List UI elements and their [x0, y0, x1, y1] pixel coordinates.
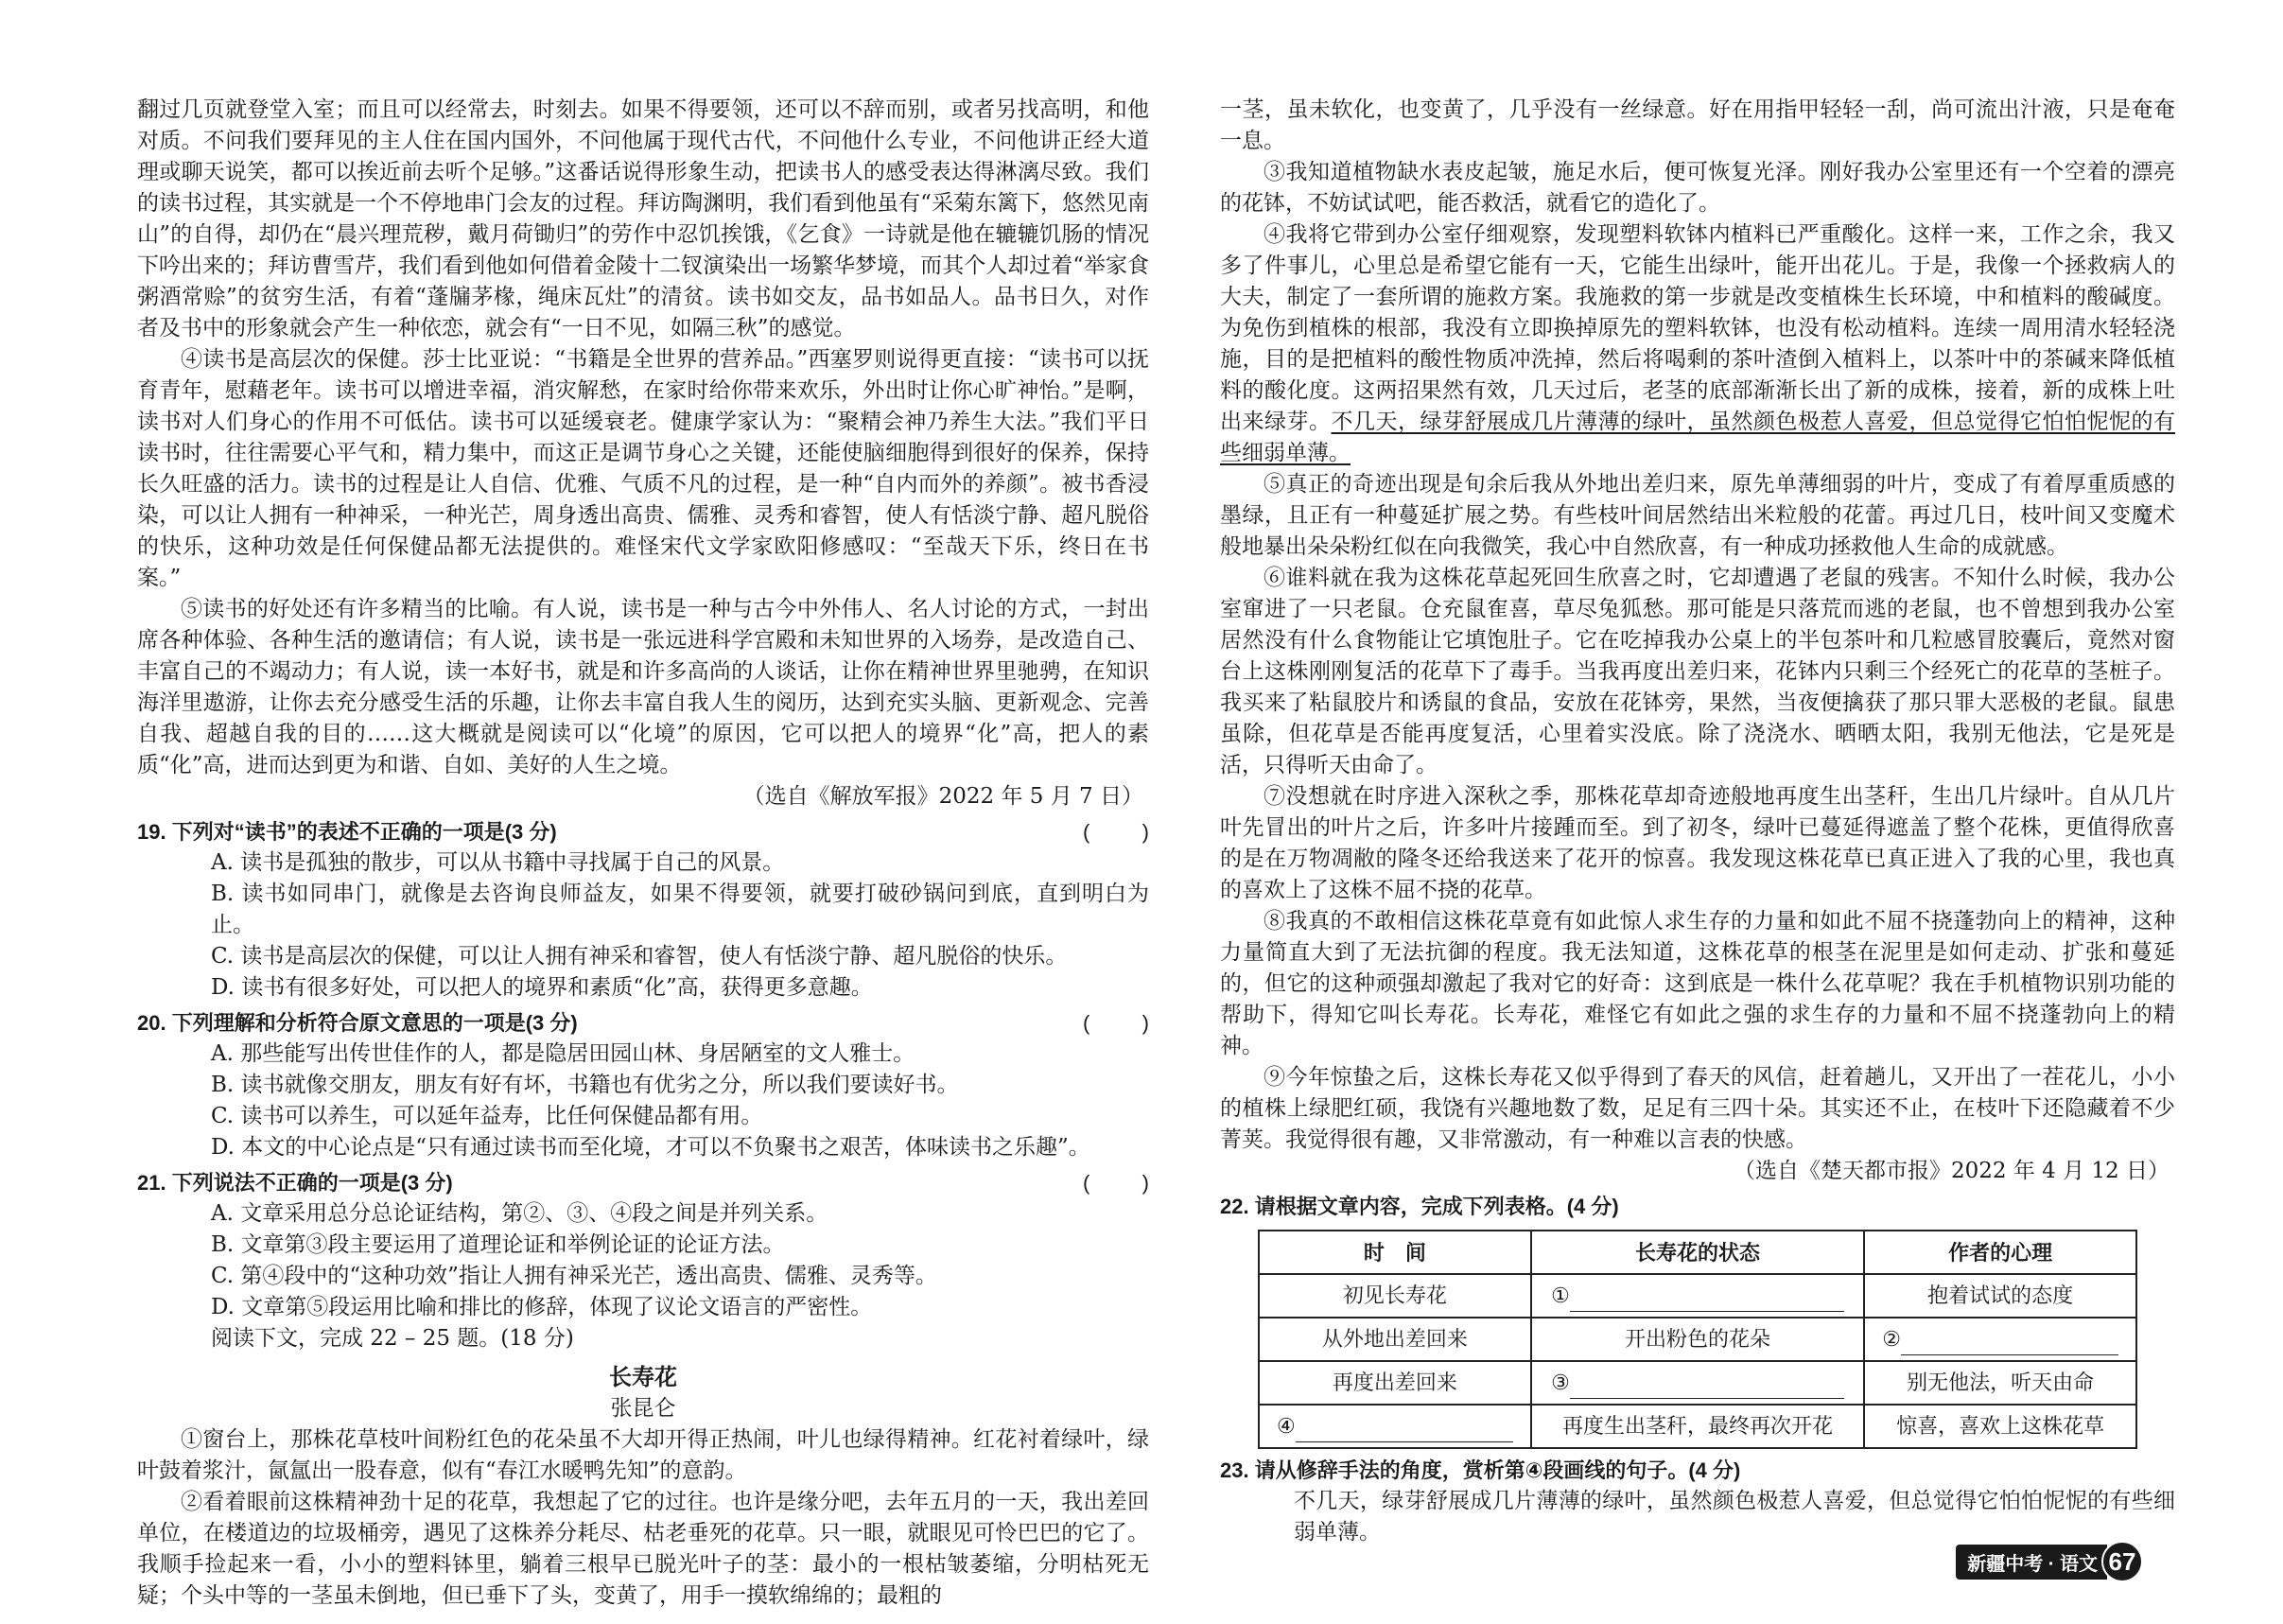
table-header-row: [1259, 1231, 2136, 1274]
table-cell: 别无他法，听天由命: [1864, 1361, 2136, 1405]
story-title: 长寿花: [609, 1365, 677, 1390]
story-paragraph: ①窗台上，那株花草枝叶间粉红色的花朵虽不大却开得正热闹，叶儿也绿得精神。红花衬着绿叶，绿叶鼓着浆汁，氤氲出一股春意，似有“春江水暖鸭先知”的意韵。: [137, 1427, 1149, 1483]
table-cell: 开出粉色的花朵: [1531, 1318, 1864, 1361]
story-paragraph: ⑦没想就在时序进入深秋之季，那株花草却奇迹般地再度生出茎秆，生出几片绿叶。自从几片叶先冒出的叶片之后，许多叶片接踵而至。到了初冬，绿叶已蔓延得遮盖了整个花株，更值得欣喜的是在万物凋敝的隆冬还给我送来了花开的惊喜。我发现这株花草已真正进入了我的心里，我也真的喜欢上了这株不屈不挠的花草。: [1220, 784, 2175, 902]
question-21: [137, 1167, 1149, 1198]
table-row: [1259, 1318, 2136, 1361]
table-cell: 抱着试试的态度: [1864, 1274, 2136, 1318]
option: A. 那些能写出传世佳作的人，都是隐居田园山林、身居陋室的文人雅士。: [211, 1041, 915, 1066]
story-paragraph: ②看着眼前这株精神劲十足的花草，我想起了它的过往。也许是缘分吧，去年五月的一天，我出差回单位，在楼道边的垃圾桶旁，遇见了这株养分耗尽、枯老垂死的花草。只一眼，就眼见可怜巴巴的它了。我顺手捡起来一看，小小的塑料钵里，躺着三根早已脱光叶子的茎：最小的一根枯皱萎缩，分明枯死无疑；个头中等的一茎虽未倒地，但已垂下了头，变黄了，用手一摸软绵绵的；最粗的: [137, 1490, 1149, 1608]
table-header: 时 间: [1259, 1231, 1531, 1274]
table-header: 长寿花的状态: [1531, 1231, 1864, 1274]
story-author: 张昆仑: [610, 1396, 676, 1421]
option: C. 第④段中的“这种功效”指让人拥有神采光芒，透出高贵、儒雅、灵秀等。: [211, 1264, 937, 1288]
page-number: 67: [2101, 1541, 2143, 1582]
option: C. 读书是高层次的保健，可以让人拥有神采和睿智，使人有恬淡宁静、超凡脱俗的快乐。: [211, 944, 1068, 969]
question-stem: 23. 请从修辞手法的角度，赏析第④段画线的句子。(4 分): [1220, 1458, 1741, 1482]
underlined-sentence: 不几天，绿芽舒展成几片薄薄的绿叶，虽然颜色极惹人喜爱，但总觉得它怕怕怩怩的有些细弱单薄。: [1220, 410, 2175, 465]
article-paragraph: ⑤读书的好处还有许多精当的比喻。有人说，读书是一种与古今中外伟人、名人讨论的方式，一封出席各种体验、各种生活的邀请信；有人说，读书是一张远进科学宫殿和未知世界的入场券，是改造自己、丰富自己的不竭动力；有人说，读一本好书，就是和许多高尚的人谈话，让你在精神世界里驰骋，在知识海洋里遨游，让你去充分感受生活的乐趣，让你去丰富自我人生的阅历，达到充实头脑、更新观念、完善自我、超越自我的目的……这大概就是阅读可以“化境”的原因，它可以把人的境界“化”高，把人的素质“化”高，进而达到更为和谐、自如、美好的人生之境。: [137, 597, 1149, 777]
table-cell: 从外地出差回来: [1259, 1318, 1531, 1361]
question-23: [1220, 1455, 2175, 1486]
article-paragraph: 翻过几页就登堂入室；而且可以经常去，时刻去。如果不得要领，还可以不辞而别，或者另找高明，和他对质。不问我们要拜见的主人住在国内国外，不问他属于现代古代，不问他什么专业，不问他讲正经大道理或聊天说笑，都可以挨近前去听个足够。”这番话说得形象生动，把读书人的感受表达得淋漓尽致。我们的读书过程，其实就是一个不停地串门会友的过程。拜访陶渊明，我们看到他虽有“采菊东篱下，悠然见南山”的自得，却仍在“晨兴理荒秽，戴月荷锄归”的劳作中忍饥挨饿，《乞食》一诗就是他在辘辘饥肠的情况下吟出来的；拜访曹雪芹，我们看到他如何借着金陵十二钗演染出一场繁华梦境，而其个人却过着“举家食粥酒常赊”的贫穷生活，有着“蓬牖茅椽，绳床瓦灶”的清贫。读书如交友，品书如品人。品书日久，对作者及书中的形象就会产生一种依恋，就会有“一日不见，如隔三秋”的感觉。: [137, 97, 1149, 341]
blank-line[interactable]: [1570, 1373, 1844, 1399]
story-paragraph: ⑤真正的奇迹出现是旬余后我从外地出差归来，原先单薄细弱的叶片，变成了有着厚重质感的墨绿，且正有一种蔓延扩展之势。有些枝叶间居然结出米粒般的花蕾。再过几日，枝叶间又变魔术般地暴出朵朵粉红似在向我微笑，我心中自然欣喜，有一种成功拯救他人生命的成就感。: [1220, 472, 2175, 559]
question-20: [137, 1007, 1149, 1039]
option: B. 文章第③段主要运用了道理论证和举例论证的论证方法。: [211, 1232, 785, 1257]
table-row: [1259, 1361, 2136, 1405]
table-cell-blank[interactable]: ④: [1259, 1405, 1531, 1448]
story-paragraph: ③我知道植物缺水表皮起皱，施足水后，便可恢复光泽。刚好我办公室里还有一个空着的漂亮的花钵，不妨试试吧，能否救活，就看它的造化了。: [1220, 160, 2175, 216]
table-cell-blank[interactable]: ①: [1531, 1274, 1864, 1318]
question-stem: 22. 请根据文章内容，完成下列表格。(4 分): [1220, 1195, 1619, 1218]
table-row: [1259, 1405, 2136, 1448]
quoted-sentence: 不几天，绿芽舒展成几片薄薄的绿叶，虽然颜色极惹人喜爱，但总觉得它怕怕怩怩的有些细弱单薄。: [1294, 1489, 2175, 1545]
page-footer: [1956, 1541, 2143, 1582]
blank-line[interactable]: [1901, 1330, 2118, 1355]
table-cell: 惊喜，喜欢上这株花草: [1864, 1405, 2136, 1448]
table-header: 作者的心理: [1864, 1231, 2136, 1274]
story-paragraph-4: [1220, 219, 2175, 469]
reading-intro: 阅读下文，完成 22 – 25 题。(18 分): [211, 1326, 574, 1351]
option: D. 读书有很多好处，可以把人的境界和素质“化”高，获得更多意趣。: [211, 975, 873, 1000]
option: C. 读书可以养生，可以延年益寿，比任何保健品都有用。: [211, 1104, 763, 1128]
source-citation: （选自《楚天都市报》2022 年 4 月 12 日）: [1734, 1159, 2170, 1183]
table-cell-blank[interactable]: ③: [1531, 1361, 1864, 1405]
blank-line[interactable]: [1570, 1286, 1844, 1312]
answer-bracket[interactable]: ( ): [1083, 1171, 1149, 1195]
story-paragraph: ⑥谁料就在我为这株花草起死回生欣喜之时，它却遭遇了老鼠的残害。不知什么时候，我办公室窜进了一只老鼠。仓充鼠隺喜，草尽兔狐愁。那可能是只落荒而逃的老鼠，也不曾想到我办公室居然没有什么食物能让它填饱肚子。它在吃掉我办公桌上的半包茶叶和几粒感冒胶囊后，竟然对窗台上这株刚刚复活的花草下了毒手。当我再度出差归来，花钵内只剩三个经死亡的花草的茎桩子。我买来了粘鼠胶片和诱鼠的食品，安放在花钵旁，果然，当夜便擒获了那只罪大恶极的老鼠。鼠患虽除，但花草是否能再度复活，心里着实没底。除了浇浇水、晒晒太阳，我别无他法，它是死是活，只得听天由命了。: [1220, 566, 2175, 777]
question-stem: 19. 下列对“读书”的表述不正确的一项是(3 分): [137, 820, 557, 844]
table-row: [1259, 1274, 2136, 1318]
question-stem: 21. 下列说法不正确的一项是(3 分): [137, 1171, 453, 1195]
table-cell: 再度生出茎秆，最终再次开花: [1531, 1405, 1864, 1448]
question-stem: 20. 下列理解和分析符合原文意思的一项是(3 分): [137, 1011, 578, 1035]
blank-line[interactable]: [1296, 1417, 1513, 1442]
paragraph-text: ④我将它带到办公室仔细观察，发现塑料软钵内植料已严重酸化。这样一来，工作之余，我又多了件事儿，心里总是希望它能有一天，它能生出绿叶，能开出花儿。于是，我像一个拯救病人的大夫，制定了一套所谓的施救方案。我施救的第一步就是改变植株生长环境，中和植料的酸碱度。为免伤到植株的根部，我没有立即换掉原先的塑料软钵，也没有松动植料。连续一周用清水轻轻浇施，目的是把植料的酸性物质冲洗掉，然后将喝剩的茶叶渣倒入植料上，以茶叶中的茶碱来降低植料的酸化度。这两招果然有效，几天过后，老茎的底部渐渐长出了新的成株，接着，新的成株上吐出来绿芽。: [1220, 222, 2175, 434]
story-paragraph: ⑨今年惊蛰之后，这株长寿花又似乎得到了春天的风信，赶着趟儿，又开出了一茬花儿，小小的植株上绿肥红硕，我饶有兴趣地数了数，足足有三四十朵。其实还不止，在枝叶下还隐藏着不少菁荚。我觉得很有趣，又非常激动，有一种难以言表的快感。: [1220, 1065, 2175, 1152]
source-citation: （选自《解放军报》2022 年 5 月 7 日）: [742, 784, 1143, 809]
option: B. 读书就像交朋友，朋友有好有坏，书籍也有优劣之分，所以我们要读好书。: [211, 1073, 959, 1097]
table-cell: 初见长寿花: [1259, 1274, 1531, 1318]
option: D. 本文的中心论点是“只有通过读书而至化境，才可以不负聚书之艰苦，体味读书之乐趣”。: [211, 1135, 1090, 1160]
right-column: [1220, 95, 2175, 1548]
table-cell-blank[interactable]: ②: [1864, 1318, 2136, 1361]
left-column: [137, 95, 1149, 1612]
option: D. 文章第⑤段运用比喻和排比的修辞，体现了议论文语言的严密性。: [211, 1295, 873, 1319]
question-22: [1220, 1191, 2175, 1222]
question-19: [137, 816, 1149, 847]
option: A. 读书是孤独的散步，可以从书籍中寻找属于自己的风景。: [211, 850, 785, 875]
footer-brand: 新疆中考 · 语文: [1956, 1545, 2107, 1580]
article-paragraph: ④读书是高层次的保健。莎士比亚说：“书籍是全世界的营养品。”西塞罗则说得更直接：“读书可以抚育青年，慰藉老年。读书可以增进幸福，消灾解愁，在家时给你带来欢乐，外出时让你心旷神怡。”是啊，读书对人们身心的作用不可低估。读书可以延缓衰老。健康学家认为：“聚精会神乃养生大法。”我们平日读书时，往往需要心平气和，精力集中，而这正是调节身心之关键，还能使脑细胞得到很好的保养，保持长久旺盛的活力。读书的过程是让人自信、优雅、气质不凡的过程，是一种“自内而外的养颜”。被书香浸染，可以让人拥有一种神采，一种光芒，周身透出高贵、儒雅、灵秀和睿智，使人有恬淡宁静、超凡脱俗的快乐，这种功效是任何保健品都无法提供的。难怪宋代文学家欧阳修感叹：“至哉天下乐，终日在书案。”: [137, 347, 1149, 590]
option: B. 读书如同串门，就像是去咨询良师益友，如果不得要领，就要打破砂锅问到底，直到明白为止。: [211, 882, 1149, 937]
answer-bracket[interactable]: ( ): [1083, 1011, 1149, 1035]
table-cell: 再度出差回来: [1259, 1361, 1531, 1405]
story-paragraph: ⑧我真的不敢相信这株花草竟有如此惊人求生存的力量和如此不屈不挠蓬勃向上的精神，这种力量简直大到了无法抗御的程度。我无法知道，这株花草的根茎在泥里是如何走动、扩张和蔓延的，但它的这种顽强却激起了我对它的好奇：这到底是一株什么花草呢？我在手机植物识别功能的帮助下，得知它叫长寿花。长寿花，难怪它有如此之强的求生存的力量和不屈不挠蓬勃向上的精神。: [1220, 909, 2175, 1058]
option: A. 文章采用总分总论证结构，第②、③、④段之间是并列关系。: [211, 1201, 828, 1226]
answer-table: [1258, 1230, 2137, 1449]
answer-bracket[interactable]: ( ): [1083, 820, 1149, 844]
story-paragraph: 一茎，虽未软化，也变黄了，几乎没有一丝绿意。好在用指甲轻轻一刮，尚可流出汁液，只是奄奄一息。: [1220, 97, 2175, 153]
